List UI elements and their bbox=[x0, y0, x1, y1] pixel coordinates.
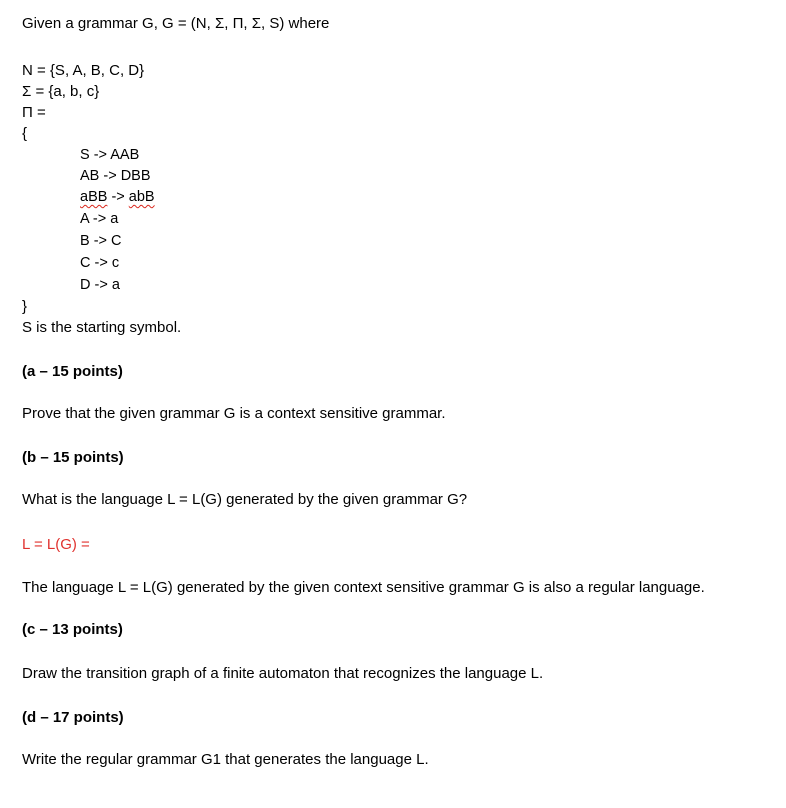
part-b-text: What is the language L = L(G) generated by the given grammar G? bbox=[22, 491, 468, 508]
rule-5: B -> C bbox=[80, 233, 122, 249]
start-symbol-note: S is the starting symbol. bbox=[22, 319, 182, 336]
part-c-heading: (c – 13 points) bbox=[22, 621, 123, 638]
rule-3-arrow: -> bbox=[107, 189, 129, 205]
rule-3 bbox=[80, 188, 155, 206]
part-d-heading: (d – 17 points) bbox=[22, 709, 124, 726]
rule-3-lhs: aBB bbox=[80, 189, 108, 205]
part-a-text: Prove that the given grammar G is a context sensitive grammar. bbox=[22, 405, 446, 422]
rule-3-rhs: abB bbox=[128, 189, 155, 205]
nonterminals-def: N = {S, A, B, C, D} bbox=[22, 62, 145, 79]
rule-6: C -> c bbox=[80, 255, 120, 271]
rule-2: AB -> DBB bbox=[80, 168, 151, 184]
intro-text: Given a grammar G, G = (N, Σ, Π, Σ, S) where bbox=[22, 15, 330, 32]
part-b-note: The language L = L(G) generated by the given context sensitive grammar G is also a regular language. bbox=[22, 579, 705, 596]
part-b-answer: L = L(G) = bbox=[22, 536, 90, 553]
rule-1: S -> AAB bbox=[80, 147, 140, 163]
close-brace: } bbox=[22, 298, 28, 315]
part-a-heading: (a – 15 points) bbox=[22, 363, 123, 380]
rule-4: A -> a bbox=[80, 211, 119, 227]
alphabet-def: Σ = {a, b, c} bbox=[22, 83, 100, 100]
part-d-text: Write the regular grammar G1 that generates the language L. bbox=[22, 751, 429, 768]
productions-def: Π = bbox=[22, 104, 46, 121]
part-b-heading: (b – 15 points) bbox=[22, 449, 124, 466]
rule-7: D -> a bbox=[80, 277, 120, 293]
open-brace: { bbox=[22, 125, 28, 142]
part-c-text: Draw the transition graph of a finite automaton that recognizes the language L. bbox=[22, 665, 544, 682]
